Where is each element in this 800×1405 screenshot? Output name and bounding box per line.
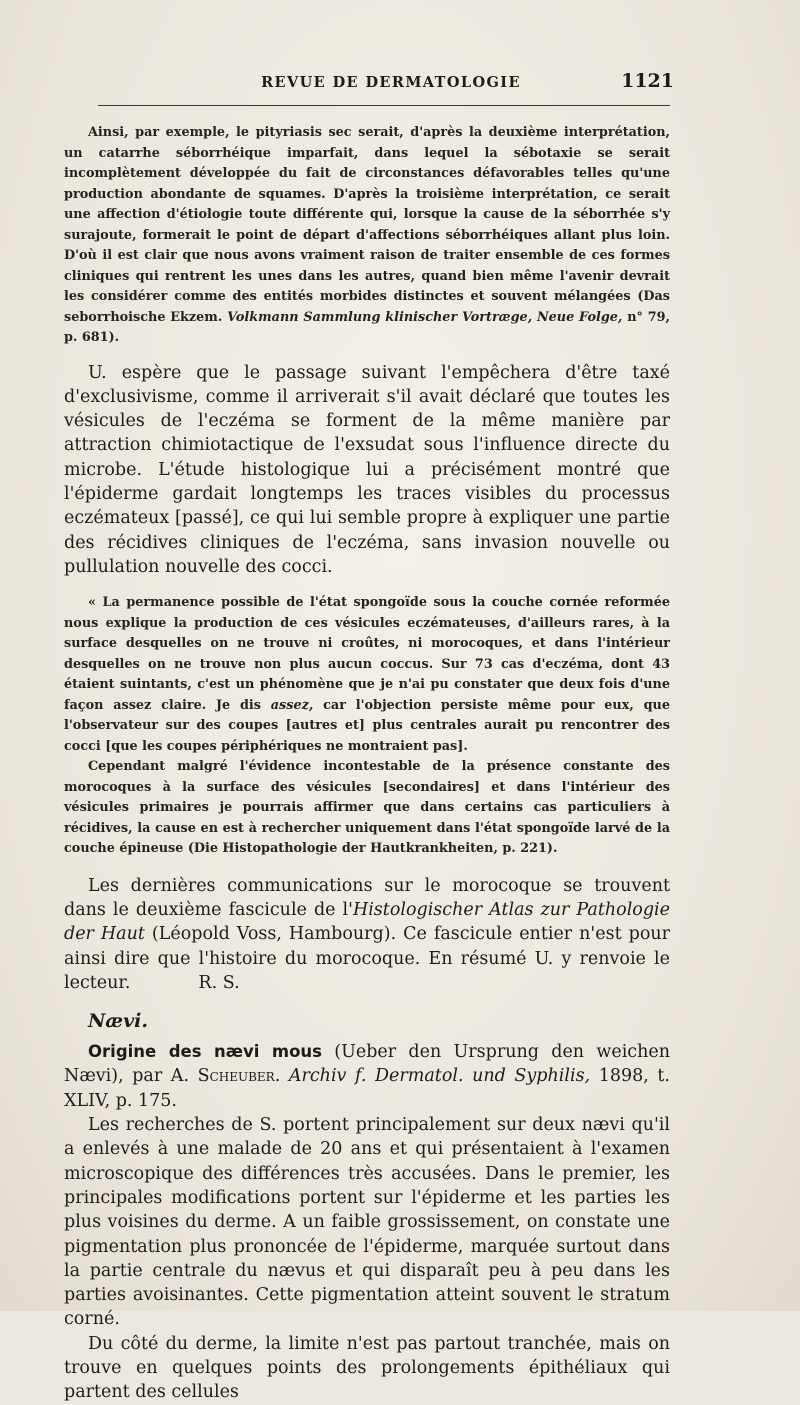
article-ref: 1898, t. XLIV, p. 175.: [64, 1066, 670, 1111]
paragraph-pityriasis: [64, 123, 670, 349]
running-header: [108, 70, 674, 96]
paragraph-derme: Du côté du derme, la limite n'est pas partout tranchée, mais on trouve en quelques points des prolongements épithéliaux qui partent des cellules: [64, 1333, 670, 1403]
header-rule: [98, 105, 670, 106]
paragraph-text-b: (Léopold Voss, Hambourg). Ce fascicule entier n'est pour ainsi dire que l'histoire du morocoque. En résumé U. y renvoie le lecteur.: [64, 924, 670, 993]
article-original-title: (Ueber den Ursprung den weichen Nævi), par A.: [64, 1042, 670, 1087]
paragraph-recherches: Les recherches de S. portent principalement sur deux nævi qu'il a enlevés à une malade de 20 ans et qui présentaient à l'examen microscopique des différences très accusées. Dans le premier, les principales modifications portent sur l'épiderme et les parties les plus voisines du derme. A un faible grossissement, on constate une pigmentation plus prononcée de l'épiderme, marquée surtout dans la partie centrale du nævus et qui disparaît peu à peu dans les parties avoisinantes. Cette pigmentation atteint souvent le stratum corné.: [64, 1115, 670, 1330]
citation-italic: Volkmann Sammlung klinischer Vortræge, Neue Folge,: [227, 309, 623, 325]
quote-permanence: [64, 593, 670, 757]
article-journal: Archiv f. Dermatol. und Syphilis,: [280, 1066, 591, 1087]
citation-end: n° 79, p. 681).: [64, 309, 670, 345]
quote-italic: assez,: [270, 697, 314, 713]
article-title: Origine des nævi mous: [88, 1042, 322, 1062]
paragraph-exclusivisme: U. espère que le passage suivant l'empêchera d'être taxé d'exclusivisme, comme il arriverait s'il avait déclaré que toutes les vésicules de l'eczéma se forment de la même manière par attraction chimiotactique de l'exsudat sous l'influence directe du microbe. L'étude histologique lui a précisément montré que l'épiderme gardait longtemps les traces visibles du processus eczémateux [passé], ce qui lui semble propre à expliquer une partie des récidives cliniques de l'eczéma, sans invasion nouvelle ou pullulation nouvelle des cocci.: [64, 362, 670, 577]
author-signature: R. S.: [198, 972, 240, 993]
article-reference: [64, 1040, 670, 1113]
paragraph-text: Ainsi, par exemple, le pityriasis sec serait, d'après la deuxième interprétation, un catarrhe séborrhéique imparfait, dans lequel la sébotaxie se serait incomplètement développée du fait de circonstances défavorables telles qu'une production abondante de squames. D'après la troisième interprétation, ce serait une affection d'étiologie toute différente qui, lorsque la cause de la séborrhée s'y surajoute, formerait le point de départ d'affections séborrhéiques allant plus loin. D'où il est clair que nous avons vraiment raison de traiter ensemble de ces formes cliniques qui rentrent les unes dans les autres, quand bien même l'avenir devrait les considérer comme des entités morbides distinctes et souvent mélangées (Das seborrhoische Ekzem.: [64, 125, 670, 325]
section-heading: Nævi.: [88, 1010, 148, 1033]
paragraph-morocoque: [64, 874, 670, 995]
paragraph-text-a: Les dernières communications sur le morocoque se trouvent dans le deuxième fascicule de l': [64, 875, 670, 920]
quote-text-a: « La permanence possible de l'état spongoïde sous la couche cornée reformée nous explique la production de ces vésicules eczémateuses, d'ailleurs rares, à la surface desquelles on ne trouve ni croûtes, ni morocoques, et dans l'intérieur desquelles on ne trouve non plus aucun coccus. Sur 73 cas d'eczéma, dont 43 étaient suintants, c'est un phénomène que je n'ai pu constater que deux fois d'une façon assez claire. Je dis: [64, 595, 670, 713]
quote-cependant: Cependant malgré l'évidence incontestable de la présence constante des morocoques à la surface des vésicules [secondaires] et dans l'intérieur des vésicules primaires je pourrais affirmer que dans certains cas particuliers à récidives, la cause en est à rechercher uniquement dans l'état spongoïde larvé de la couche épineuse (Die Histopathologie der Hautkrankheiten, p. 221).: [64, 759, 670, 857]
running-title: REVUE DE DERMATOLOGIE: [261, 74, 521, 91]
article-author: Scheuber.: [197, 1066, 281, 1087]
quote-text-b: car l'objection persiste même pour eux, que l'observateur sur des coupes [autres et] plus centrales aurait pu rencontrer des cocci [que les coupes périphériques ne montraient pas].: [64, 697, 670, 754]
atlas-title-italic: Histologischer Atlas zur Pathologie der Haut: [64, 899, 670, 945]
page-number: 1121: [621, 70, 674, 92]
text-body: [64, 123, 670, 1405]
